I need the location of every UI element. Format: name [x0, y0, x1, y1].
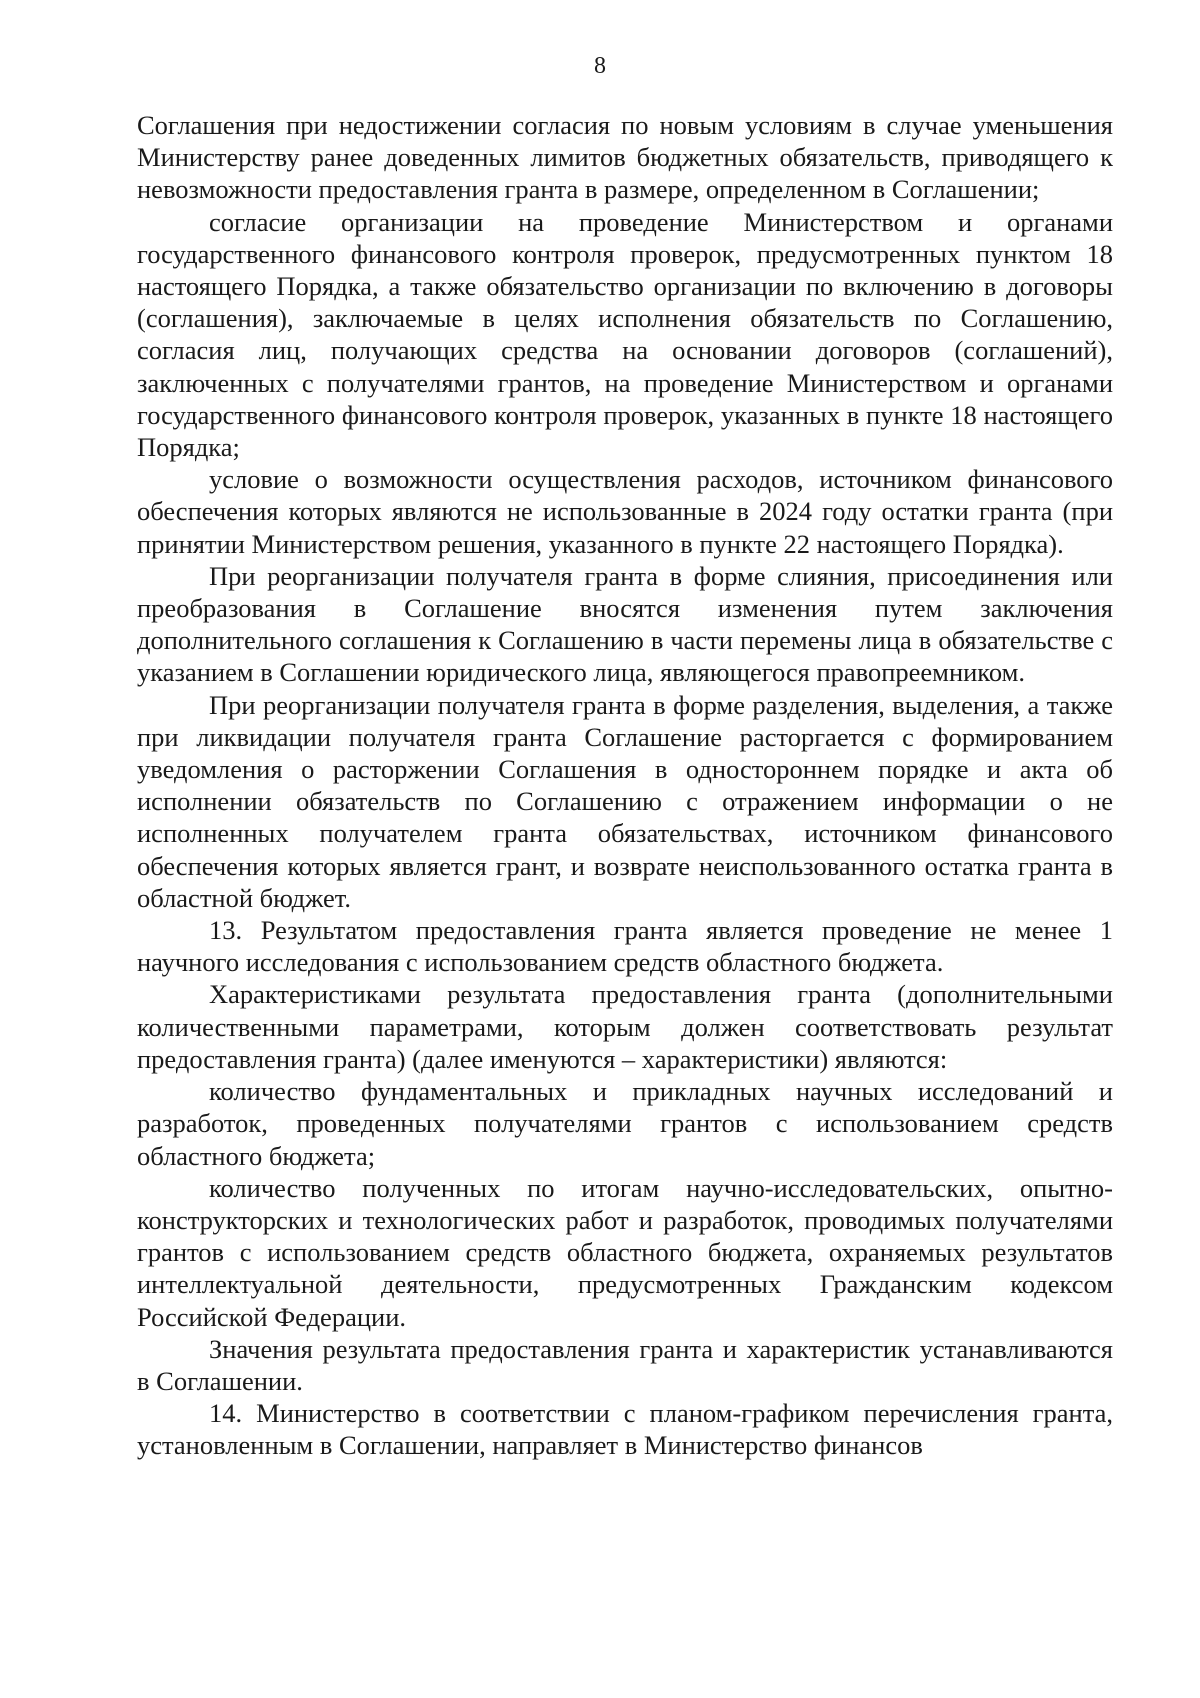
paragraph: условие о возможности осуществления расходов, источником финансового обеспечения которых являются не использованные в 2024 году остатки гранта (при принятии Министерством решения, указанного в пункте 22 настоящего Порядка). [137, 464, 1113, 559]
paragraph: При реорганизации получателя гранта в форме слияния, присоединения или преобразования в Соглашение вносятся изменения путем заключения дополнительного соглашения к Соглашению в части перемены лица в обязательстве с указанием в Соглашении юридического лица, являющегося правопреемником. [137, 560, 1113, 688]
paragraph: Характеристиками результата предоставления гранта (дополнительными количественными параметрами, которым должен соответствовать результат предоставления гранта) (далее именуются – характеристики) являются: [137, 979, 1113, 1074]
paragraph: Значения результата предоставления гранта и характеристик устанавливаются в Соглашении. [137, 1333, 1113, 1396]
paragraph: согласие организации на проведение Министерством и органами государственного финансового контроля проверок, предусмотренных пунктом 18 настоящего Порядка, а также обязательство организации по включению в договоры (соглашения), заключаемые в целях исполнения обязательств по Соглашению, согласия лиц, получающих средства на основании договоров (соглашений), заключенных с получателями грантов, на проведение Министерством и органами государственного финансового контроля проверок, указанных в пункте 18 настоящего Порядка; [137, 206, 1113, 463]
page-number: 8 [594, 53, 606, 79]
paragraph: 13. Результатом предоставления гранта является проведение не менее 1 научного исследования с использованием средств областного бюджета. [137, 915, 1113, 978]
paragraph: количество фундаментальных и прикладных научных исследований и разработок, проведенных получателями грантов с использованием средств областного бюджета; [137, 1076, 1113, 1171]
document-body [137, 109, 1113, 1462]
paragraph: количество полученных по итогам научно-исследовательских, опытно-конструкторских и технологических работ и разработок, проводимых получателями грантов с использованием средств областного бюджета, охраняемых результатов интеллектуальной деятельности, предусмотренных Гражданским кодексом Российской Федерации. [137, 1172, 1113, 1332]
paragraph: 14. Министерство в соответствии с планом-графиком перечисления гранта, установленным в Соглашении, направляет в Министерство финансов [137, 1398, 1113, 1461]
paragraph: При реорганизации получателя гранта в форме разделения, выделения, а также при ликвидации получателя гранта Соглашение расторгается с формированием уведомления о расторжении Соглашения в одностороннем порядке и акта об исполнении обязательств по Соглашению с отражением информации о не исполненных получателем гранта обязательствах, источником финансового обеспечения которых является грант, и возврате неиспользованного остатка гранта в областной бюджет. [137, 689, 1113, 913]
paragraph: Соглашения при недостижении согласия по новым условиям в случае уменьшения Министерству ранее доведенных лимитов бюджетных обязательств, приводящего к невозможности предоставления гранта в размере, определенном в Соглашении; [137, 110, 1113, 205]
